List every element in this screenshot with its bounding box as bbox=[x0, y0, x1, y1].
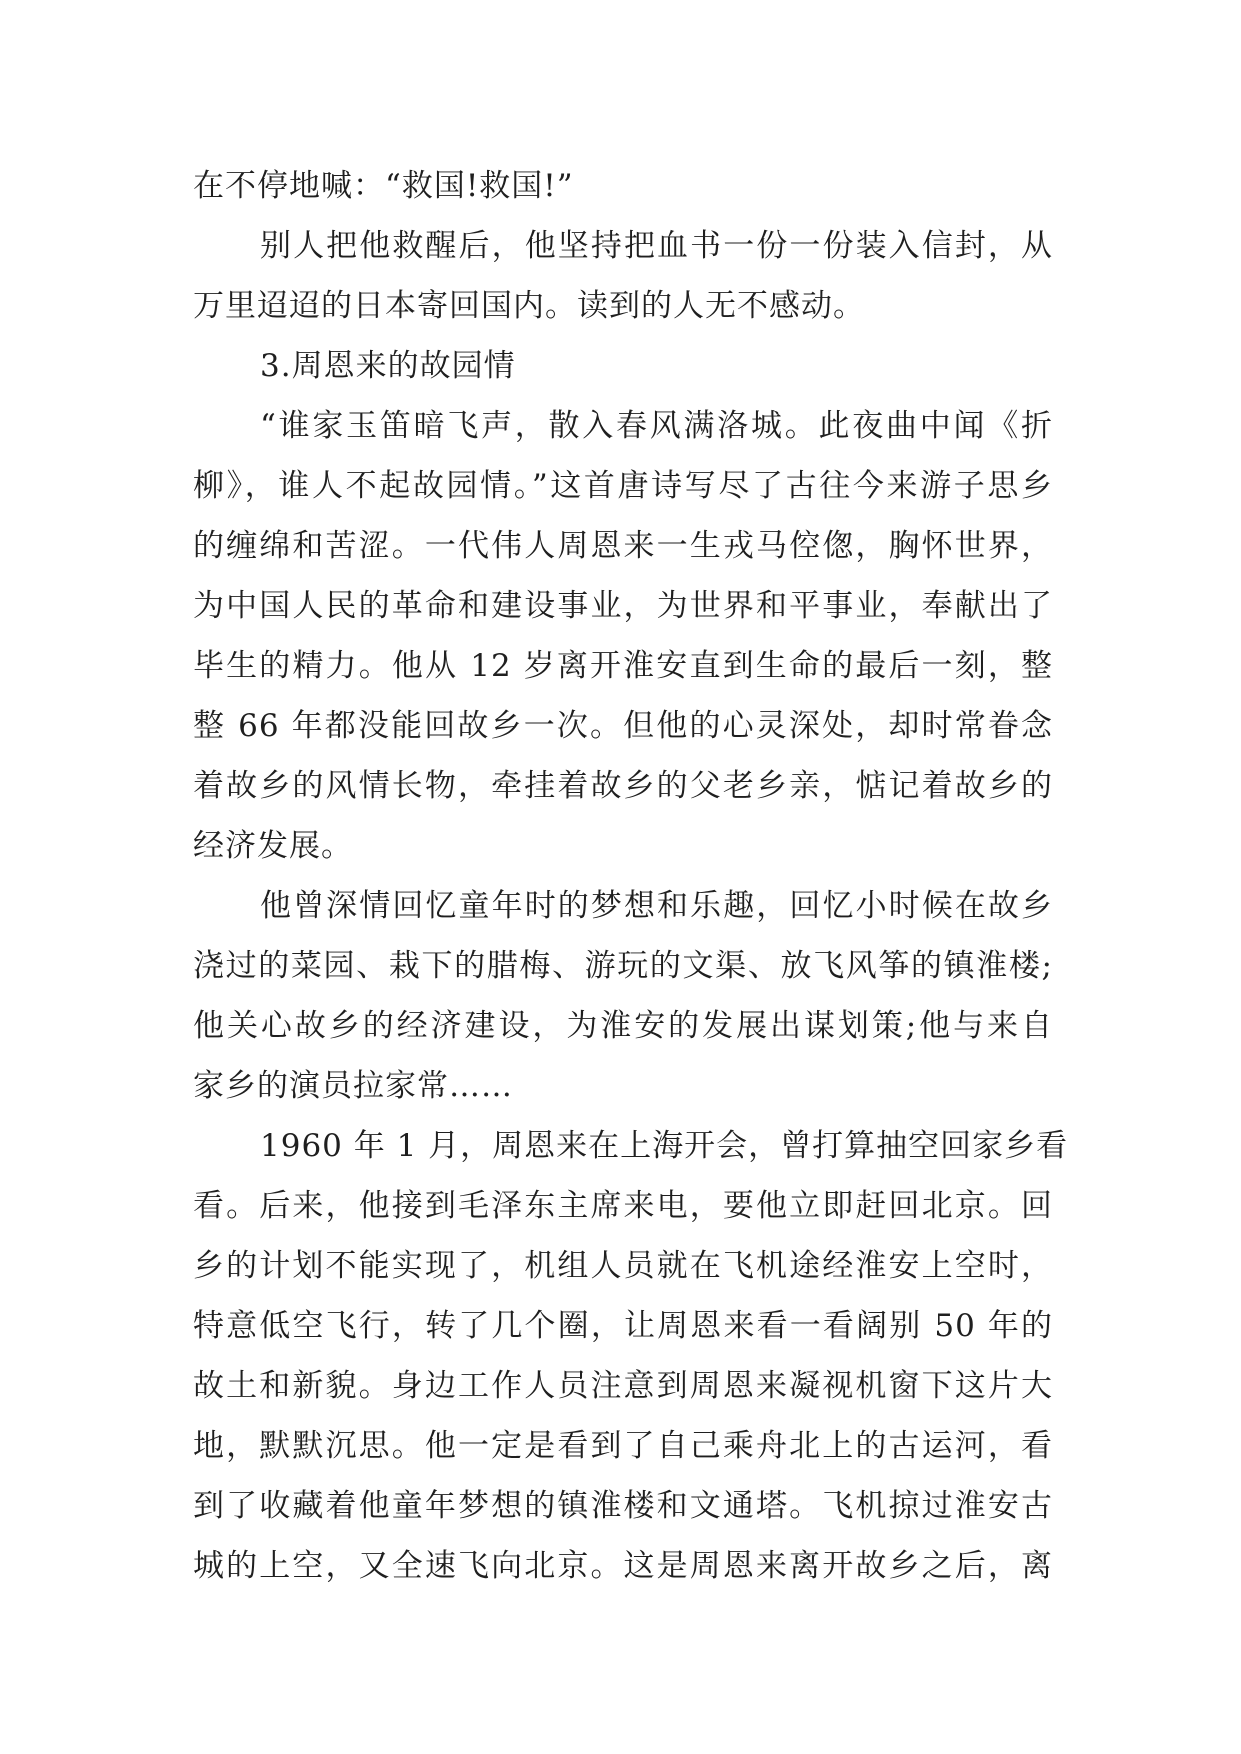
text-line: 着故乡的风情长物，牵挂着故乡的父老乡亲，惦记着故乡的 bbox=[193, 768, 1053, 804]
text-line: 乡的计划不能实现了，机组人员就在飞机途经淮安上空时， bbox=[193, 1248, 1053, 1284]
text-line: 万里迢迢的日本寄回国内。读到的人无不感动。 bbox=[193, 288, 865, 324]
text-line: 家乡的演员拉家常…… bbox=[193, 1068, 513, 1104]
text-line: 故土和新貌。身边工作人员注意到周恩来凝视机窗下这片大 bbox=[193, 1368, 1053, 1404]
section-heading: 3.周恩来的故园情 bbox=[260, 348, 516, 384]
text-line: 他关心故乡的经济建设，为淮安的发展出谋划策;他与来自 bbox=[193, 1008, 1053, 1044]
text-line: 整 66 年都没能回故乡一次。但他的心灵深处，却时常眷念 bbox=[193, 708, 1053, 744]
paragraph-first-line: “谁家玉笛暗飞声，散入春风满洛城。此夜曲中闻《折 bbox=[260, 408, 1053, 444]
text-line: 看。后来，他接到毛泽东主席来电，要他立即赶回北京。回 bbox=[193, 1188, 1053, 1224]
text-line: 柳》，谁人不起故园情。”这首唐诗写尽了古往今来游子思乡 bbox=[193, 468, 1053, 504]
text-line: 的缠绵和苦涩。一代伟人周恩来一生戎马倥偬，胸怀世界， bbox=[193, 528, 1053, 564]
text-line: 毕生的精力。他从 12 岁离开淮安直到生命的最后一刻，整 bbox=[193, 648, 1053, 684]
text-line: 地，默默沉思。他一定是看到了自己乘舟北上的古运河，看 bbox=[193, 1428, 1053, 1464]
text-line: 城的上空，又全速飞向北京。这是周恩来离开故乡之后，离 bbox=[193, 1548, 1053, 1584]
text-line: 浇过的菜园、栽下的腊梅、游玩的文渠、放飞风筝的镇淮楼; bbox=[193, 948, 1053, 984]
paragraph-first-line: 1960 年 1 月，周恩来在上海开会，曾打算抽空回家乡看 bbox=[260, 1128, 1069, 1164]
paragraph-first-line: 他曾深情回忆童年时的梦想和乐趣，回忆小时候在故乡 bbox=[260, 888, 1053, 924]
text-line: 特意低空飞行，转了几个圈，让周恩来看一看阔别 50 年的 bbox=[193, 1308, 1053, 1344]
paragraph-first-line: 别人把他救醒后，他坚持把血书一份一份装入信封，从 bbox=[260, 228, 1053, 264]
text-line: 经济发展。 bbox=[193, 828, 353, 864]
text-line: 在不停地喊：“救国!救国!” bbox=[193, 168, 574, 204]
text-line: 到了收藏着他童年梦想的镇淮楼和文通塔。飞机掠过淮安古 bbox=[193, 1488, 1053, 1524]
text-line: 为中国人民的革命和建设事业，为世界和平事业，奉献出了 bbox=[193, 588, 1053, 624]
